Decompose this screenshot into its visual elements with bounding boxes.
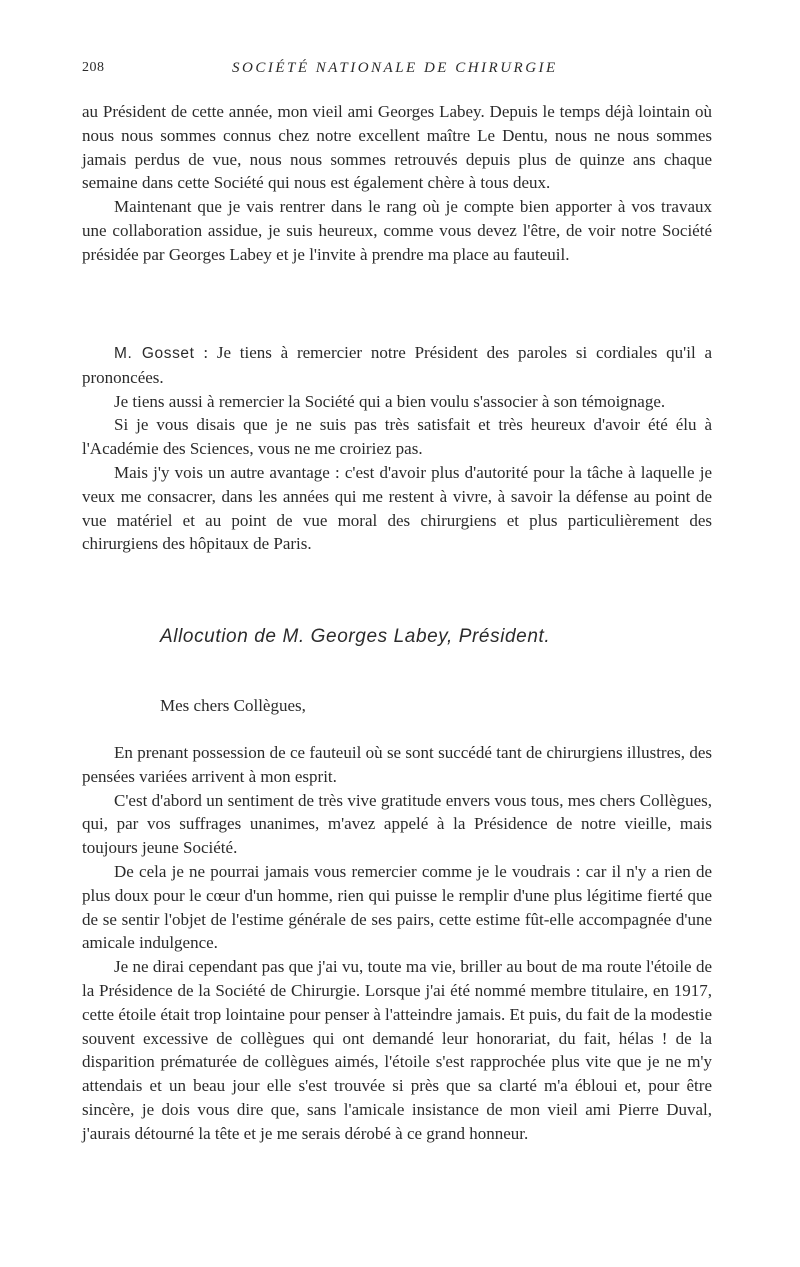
salutation: Mes chers Collègues, [160, 696, 306, 715]
paragraph: Mais j'y vois un autre avantage : c'est d'avoir plus d'autorité pour la tâche à laquelle je veux me consacrer, dans les années qui me restent à vivre, à savoir la défense au point de vue matériel et au point de vue moral des chirurgiens et plus particulièrement des chirurgiens des hôpitaux de Paris. [82, 462, 712, 554]
page-header [82, 56, 712, 84]
paragraph: au Président de cette année, mon vieil ami Georges Labey. Depuis le temps déjà lointain où nous nous sommes connus chez notre excellent maître Le Dentu, nous ne nous sommes jamais perdus de vue, nous nous sommes retrouvés depuis plus de quinze ans chaque semaine dans cette Société qui nous est également chère à tous deux. [82, 102, 712, 193]
running-title: SOCIÉTÉ NATIONALE DE CHIRURGIE [232, 60, 558, 76]
paragraph [82, 341, 712, 390]
paragraph: Maintenant que je vais rentrer dans le rang où je compte bien apporter à vos travaux une collaboration assidue, je suis heureux, comme vous devez l'être, de voir notre Société présidée par Georges Labey et je l'invite à prendre ma place au fauteuil. [82, 197, 712, 264]
previous-speech-continuation [82, 100, 712, 267]
paragraph: Je ne dirai cependant pas que j'ai vu, toute ma vie, briller au bout de ma route l'étoile de la Présidence de la Société de Chirurgie. Lorsque j'ai été nommé membre titulaire, en 1917, cette étoile était trop lointaine pour penser à l'atteindre jamais. Et puis, du fait de la modestie souvent excessive de collègues qui ont demandé leur honorariat, du fait, hélas ! de la disparition prématurée de collègues aimés, l'étoile s'est rapprochée plus vite que je ne m'y attendais et un beau jour elle s'est trouvée si près que sa clarté m'a ébloui et, pour être sincère, je dois vous dire que, sans l'amicale insistance de mon vieil ami Pierre Duval, j'aurais détourné la tête et je me serais dérobé à ce grand honneur. [82, 957, 712, 1143]
paragraph: Je tiens aussi à remercier la Société qui a bien voulu s'associer à son témoignage. [114, 391, 666, 411]
section-title: Allocution de M. Georges Labey, Président. [160, 626, 551, 647]
speaker-name: M. Gosset [114, 345, 195, 362]
gosset-remarks [82, 341, 712, 556]
paragraph: De cela je ne pourrai jamais vous remercier comme je le voudrais : car il n'y a rien de plus doux pour le cœur d'un homme, rien qui puisse le remplir d'une plus légitime fierté que de se sentir l'objet de l'estime générale de ses pairs, cette estime fût-elle accompagnée d'une amicale indulgence. [82, 861, 712, 953]
page-number: 208 [82, 60, 105, 75]
paragraph-text: : Je tiens à remercier notre Président des paroles si cordiales qu'il a prononcées. [82, 343, 712, 387]
paragraph: C'est d'abord un sentiment de très vive gratitude envers vous tous, mes chers Collègues, qui, par vos suffrages unanimes, m'avez appelé à la Présidence de notre vieille, mais toujours jeune Société. [82, 790, 712, 858]
paragraph: En prenant possession de ce fauteuil où se sont succédé tant de chirurgiens illustres, des pensées variées arrivent à mon esprit. [82, 743, 712, 786]
document-page [82, 56, 712, 1143]
labey-address [82, 741, 712, 1146]
paragraph: Si je vous disais que je ne suis pas très satisfait et très heureux d'avoir été élu à l'Académie des Sciences, vous ne me croiriez pas. [82, 415, 712, 459]
